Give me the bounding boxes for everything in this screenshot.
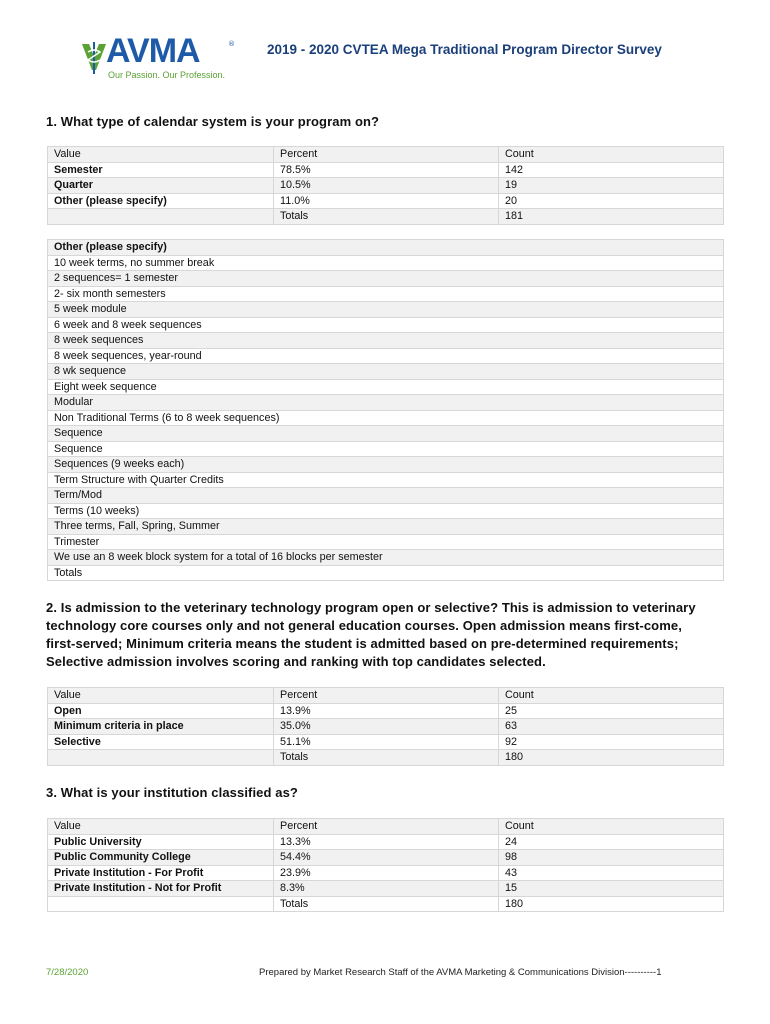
row-count: 92 [499, 734, 724, 750]
row-value: Private Institution - Not for Profit [48, 881, 274, 897]
row-value: Open [48, 703, 274, 719]
row-percent: 8.3% [274, 881, 499, 897]
row-value: Semester [48, 162, 274, 178]
totals-empty-cell [48, 750, 274, 766]
list-item [48, 550, 724, 566]
row-count: 98 [499, 850, 724, 866]
header-percent: Percent [274, 147, 499, 163]
totals-row [48, 565, 724, 581]
row-percent: 23.9% [274, 865, 499, 881]
question-1-title: 1. What type of calendar system is your program on? [46, 114, 380, 129]
list-item [48, 286, 724, 302]
totals-empty-cell [48, 209, 274, 225]
row-count: 24 [499, 834, 724, 850]
other-response: Sequence [48, 426, 724, 442]
table-header-row [48, 819, 724, 835]
row-percent: 78.5% [274, 162, 499, 178]
header-value: Value [48, 688, 274, 704]
row-value: Quarter [48, 178, 274, 194]
other-response: Sequences (9 weeks each) [48, 457, 724, 473]
header-percent: Percent [274, 819, 499, 835]
row-percent: 10.5% [274, 178, 499, 194]
other-response: 2 sequences= 1 semester [48, 271, 724, 287]
list-item [48, 395, 724, 411]
question-2-table [47, 687, 724, 766]
totals-count: 180 [499, 896, 724, 912]
question-1-table [47, 146, 724, 225]
list-item [48, 333, 724, 349]
list-item [48, 410, 724, 426]
question-2-title-line: 2. Is admission to the veterinary technology program open or selective? This is admission to veterinary [46, 600, 696, 615]
other-response: 5 week module [48, 302, 724, 318]
other-response: Eight week sequence [48, 379, 724, 395]
list-item [48, 519, 724, 535]
list-item [48, 472, 724, 488]
row-count: 63 [499, 719, 724, 735]
list-item [48, 488, 724, 504]
page-header [80, 32, 700, 82]
header-percent: Percent [274, 688, 499, 704]
row-count: 25 [499, 703, 724, 719]
table-row [48, 719, 724, 735]
list-item [48, 302, 724, 318]
other-response: 8 wk sequence [48, 364, 724, 380]
other-response: 10 week terms, no summer break [48, 255, 724, 271]
list-item [48, 441, 724, 457]
footer-text: Prepared by Market Research Staff of the AVMA Marketing & Communications Division----------1 [259, 967, 662, 978]
row-percent: 51.1% [274, 734, 499, 750]
table-row [48, 881, 724, 897]
row-value: Minimum criteria in place [48, 719, 274, 735]
other-response: Modular [48, 395, 724, 411]
row-count: 19 [499, 178, 724, 194]
question-1 [46, 113, 726, 131]
table-row [48, 703, 724, 719]
totals-count: 180 [499, 750, 724, 766]
other-response: 2- six month semesters [48, 286, 724, 302]
document-title: 2019 - 2020 CVTEA Mega Traditional Program Director Survey [267, 42, 662, 57]
other-response: Sequence [48, 441, 724, 457]
list-item [48, 271, 724, 287]
table-header-row [48, 688, 724, 704]
totals-label: Totals [274, 896, 499, 912]
totals-label: Totals [274, 750, 499, 766]
table-row [48, 834, 724, 850]
list-item [48, 379, 724, 395]
list-item [48, 457, 724, 473]
question-2-title-line: first-served; Minimum criteria means the student is admitted based on pre-determined requirements; [46, 636, 679, 651]
list-item [48, 534, 724, 550]
totals-label: Totals [274, 209, 499, 225]
question-3-table [47, 818, 724, 912]
other-response: Non Traditional Terms (6 to 8 week sequences) [48, 410, 724, 426]
other-response: 8 week sequences [48, 333, 724, 349]
list-item [48, 503, 724, 519]
logo-tagline: Our Passion. Our Profession. [108, 70, 226, 80]
totals-row [48, 209, 724, 225]
row-percent: 13.9% [274, 703, 499, 719]
row-value: Public University [48, 834, 274, 850]
other-response: 8 week sequences, year-round [48, 348, 724, 364]
other-response: Term Structure with Quarter Credits [48, 472, 724, 488]
totals-row [48, 896, 724, 912]
question-3-title: 3. What is your institution classified as? [46, 785, 298, 800]
row-value: Private Institution - For Profit [48, 865, 274, 881]
other-header-row [48, 240, 724, 256]
other-response: We use an 8 week block system for a total of 16 blocks per semester [48, 550, 724, 566]
other-response: 6 week and 8 week sequences [48, 317, 724, 333]
row-count: 15 [499, 881, 724, 897]
question-2-title-line: technology core courses only and not general education courses. Open admission means first-come, [46, 618, 682, 633]
table-row [48, 178, 724, 194]
table-header-row [48, 147, 724, 163]
row-count: 43 [499, 865, 724, 881]
row-percent: 54.4% [274, 850, 499, 866]
logo-registered-mark: ® [228, 40, 235, 48]
logo-text: AVMA [106, 32, 200, 70]
header-count: Count [499, 147, 724, 163]
caduceus-icon [80, 40, 108, 76]
row-percent: 35.0% [274, 719, 499, 735]
header-value: Value [48, 147, 274, 163]
list-item [48, 348, 724, 364]
footer-date: 7/28/2020 [46, 967, 89, 978]
table-row [48, 734, 724, 750]
avma-logo [80, 32, 240, 82]
row-percent: 13.3% [274, 834, 499, 850]
other-header: Other (please specify) [48, 240, 724, 256]
list-item [48, 255, 724, 271]
question-3 [46, 784, 726, 802]
totals-count: 181 [499, 209, 724, 225]
header-value: Value [48, 819, 274, 835]
table-row [48, 193, 724, 209]
list-item [48, 426, 724, 442]
question-2-title-line: Selective admission involves scoring and ranking with top candidates selected. [46, 654, 546, 669]
row-value: Public Community College [48, 850, 274, 866]
question-2 [46, 599, 726, 671]
table-row [48, 162, 724, 178]
other-response: Trimester [48, 534, 724, 550]
table-row [48, 865, 724, 881]
other-response: Terms (10 weeks) [48, 503, 724, 519]
list-item [48, 364, 724, 380]
table-row [48, 850, 724, 866]
other-totals-label: Totals [48, 565, 724, 581]
totals-empty-cell [48, 896, 274, 912]
other-response: Term/Mod [48, 488, 724, 504]
header-count: Count [499, 688, 724, 704]
row-value: Other (please specify) [48, 193, 274, 209]
question-1-other-table [47, 239, 724, 581]
row-percent: 11.0% [274, 193, 499, 209]
row-count: 142 [499, 162, 724, 178]
other-response: Three terms, Fall, Spring, Summer [48, 519, 724, 535]
header-count: Count [499, 819, 724, 835]
row-value: Selective [48, 734, 274, 750]
list-item [48, 317, 724, 333]
row-count: 20 [499, 193, 724, 209]
totals-row [48, 750, 724, 766]
